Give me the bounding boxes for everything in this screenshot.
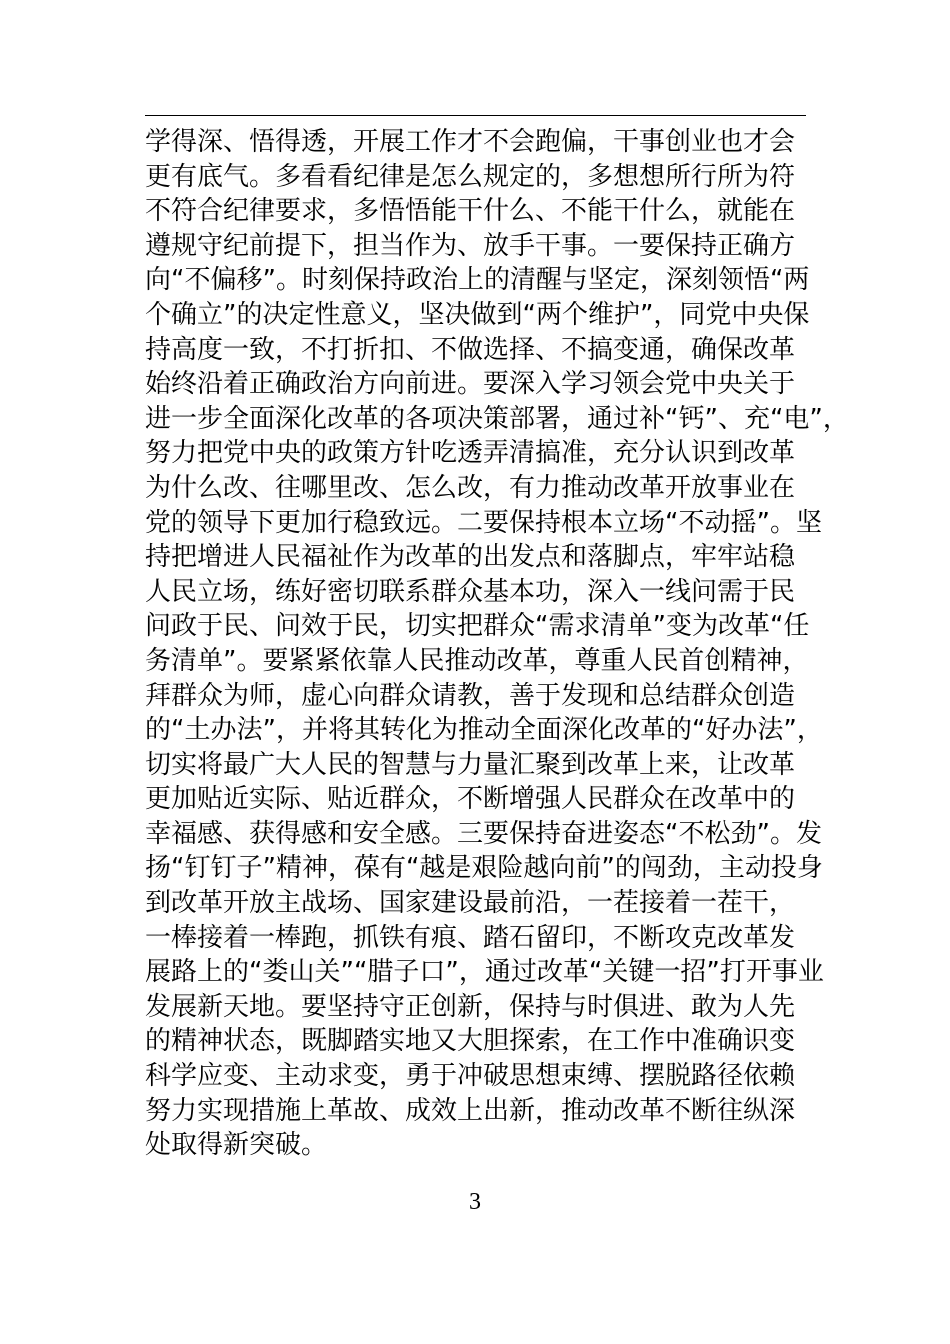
text-line: 的精神状态，既脚踏实地又大胆探索，在工作中准确识变 [145, 1026, 796, 1057]
text-line: 持把增进人民福祉作为改革的出发点和落脚点，牢牢站稳 [145, 542, 796, 573]
text-line: 一棒接着一棒跑，抓铁有痕、踏石留印，不断攻克改革发 [145, 922, 796, 953]
text-line: 学得深、悟得透，开展工作才不会跑偏，干事创业也才会 [145, 127, 796, 157]
text-line: 的“土办法”，并将其转化为推动全面深化改革的“好办法”， [145, 715, 823, 746]
text-line: 为什么改、往哪里改、怎么改，有力推动改革开放事业在 [145, 472, 796, 503]
text-line: 努力把党中央的政策方针吃透弄清搞准，充分认识到改革 [145, 438, 796, 469]
text-line: 扬“钉钉子”精神，葆有“越是艰险越向前”的闯劲，主动投身 [145, 853, 823, 884]
text-line: 更加贴近实际、贴近群众，不断增强人民群众在改革中的 [145, 784, 796, 815]
text-line: 拜群众为师，虚心向群众请教，善于发现和总结群众创造 [145, 680, 796, 711]
text-line: 党的领导下更加行稳致远。二要保持根本立场“不动摇”。坚 [145, 507, 822, 538]
text-line: 切实将最广大人民的智慧与力量汇聚到改革上来，让改革 [145, 749, 796, 780]
text-line: 幸福感、获得感和安全感。三要保持奋进姿态“不松劲”。发 [145, 818, 822, 849]
header-rule [145, 115, 806, 116]
text-line: 到改革开放主战场、国家建设最前沿，一茬接着一茬干， [145, 888, 796, 919]
text-line: 务清单”。要紧紧依靠人民推动改革，尊重人民首创精神， [145, 645, 809, 676]
text-line: 不符合纪律要求，多悟悟能干什么、不能干什么，就能在 [145, 196, 796, 227]
text-line: 向“不偏移”。时刻保持政治上的清醒与坚定，深刻领悟“两 [145, 265, 810, 296]
text-line: 人民立场，练好密切联系群众基本功，深入一线问需于民 [145, 576, 796, 607]
page-number: 3 [469, 1189, 481, 1215]
text-line: 发展新天地。要坚持守正创新，保持与时俱进、敢为人先 [145, 991, 796, 1022]
text-line: 更有底气。多看看纪律是怎么规定的，多想想所行所为符 [145, 161, 796, 192]
text-line: 进一步全面深化改革的各项决策部署，通过补“钙”、充“电”， [145, 403, 849, 434]
text-line: 展路上的“娄山关”“腊子口”，通过改革“关键一招”打开事业 [145, 957, 824, 988]
text-line: 个确立”的决定性意义，坚决做到“两个维护”，同党中央保 [145, 299, 810, 330]
text-line: 始终沿着正确政治方向前进。要深入学习领会党中央关于 [145, 369, 796, 400]
text-line: 处取得新突破。 [145, 1130, 328, 1161]
text-line: 持高度一致，不打折扣、不做选择、不搞变通，确保改革 [145, 334, 796, 365]
text-line: 问政于民、问效于民，切实把群众“需求清单”变为改革“任 [145, 611, 810, 642]
text-line: 努力实现措施上革故、成效上出新，推动改革不断往纵深 [145, 1095, 796, 1126]
text-line: 科学应变、主动求变，勇于冲破思想束缚、摆脱路径依赖 [145, 1061, 796, 1092]
text-line: 遵规守纪前提下，担当作为、放手干事。一要保持正确方 [145, 230, 796, 261]
body-paragraph [145, 125, 849, 1163]
